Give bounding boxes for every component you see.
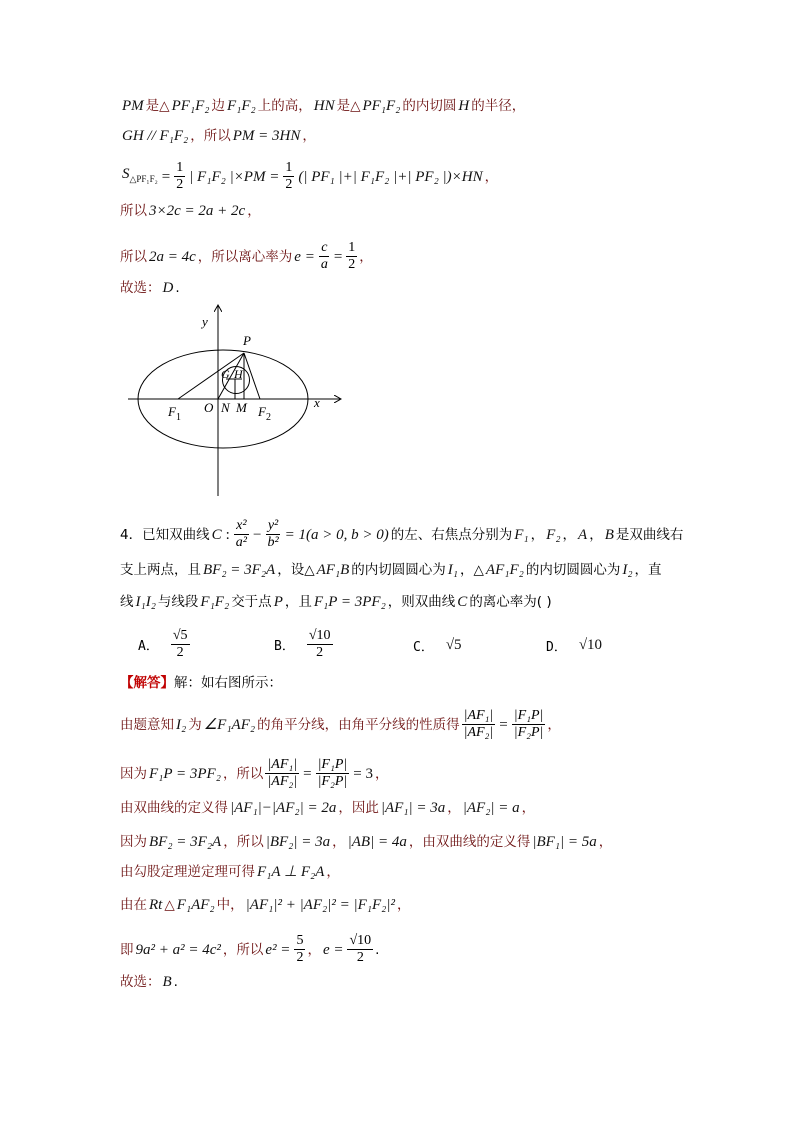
text: ，设△ bbox=[277, 562, 315, 578]
text: ， bbox=[359, 248, 373, 265]
text: 已知双曲线 bbox=[142, 526, 210, 543]
option-d[interactable]: D． √10 bbox=[546, 637, 603, 655]
text: 由在 bbox=[120, 897, 147, 913]
math: = 3 bbox=[353, 765, 373, 782]
math: |AF₁|² + |AF₂|² = |F₁F₂|² bbox=[245, 897, 395, 913]
answer-step-6 bbox=[120, 895, 410, 915]
text: 交于点 bbox=[231, 594, 272, 610]
fraction: $\frac{√10}{2}$ bbox=[308, 628, 331, 660]
ellipse-diagram bbox=[118, 300, 368, 500]
svg-text:G: G bbox=[221, 367, 230, 381]
svg-text:N: N bbox=[221, 400, 230, 415]
svg-text:O: O bbox=[204, 400, 214, 415]
sep: ， bbox=[589, 526, 603, 543]
math: F₁P = 3PF₂ bbox=[149, 765, 221, 782]
equals: = bbox=[161, 168, 171, 185]
fraction: $\frac{\text{|F₁P|}}{\text{|F₂P|}}$ bbox=[513, 708, 544, 740]
text: 的内切圆 bbox=[402, 98, 457, 114]
math: F₁AF₂ bbox=[176, 897, 215, 913]
text: ，因此 bbox=[338, 800, 379, 816]
text: ， bbox=[374, 765, 389, 782]
math-I1: I₁ bbox=[447, 562, 459, 578]
math: | F₁F₂ |×PM = bbox=[189, 168, 280, 185]
colon: : bbox=[225, 526, 230, 543]
option-c[interactable]: C． √5 bbox=[413, 637, 462, 655]
math-A: A bbox=[578, 526, 588, 543]
solution-line-5 bbox=[120, 240, 373, 273]
text: ，△ bbox=[460, 562, 484, 578]
math-triangle: PF₁F₂ bbox=[362, 98, 401, 114]
option-b[interactable]: B． $\frac{√10}{2}$ bbox=[274, 628, 331, 660]
text: 的内切圆圆心为 bbox=[525, 562, 621, 578]
text: 的角平分线，由角平分线的性质得 bbox=[257, 716, 460, 733]
ellipse-figure bbox=[118, 300, 368, 500]
text: 由题意知 bbox=[120, 716, 174, 733]
text: ， bbox=[396, 897, 411, 913]
text: 解：如右图所示： bbox=[174, 675, 282, 691]
text: . bbox=[375, 941, 380, 958]
text: . bbox=[175, 280, 180, 296]
text: 是双曲线右 bbox=[615, 526, 684, 543]
solution-line-4 bbox=[120, 201, 261, 221]
math-F2: F₂ bbox=[546, 526, 561, 543]
problem-number: 4． bbox=[120, 526, 143, 543]
math: 9a² + a² = 4c² bbox=[135, 941, 221, 958]
math-P: P bbox=[273, 594, 283, 610]
text: ， bbox=[547, 716, 561, 733]
text: ，所以 bbox=[222, 941, 264, 958]
math: I₁I₂ bbox=[135, 594, 156, 610]
text: ， bbox=[302, 128, 316, 144]
math: e² = bbox=[265, 941, 291, 958]
sep: ， bbox=[530, 526, 545, 543]
answer-final bbox=[120, 972, 178, 992]
problem-4-line-2 bbox=[120, 560, 662, 580]
math-PM: PM bbox=[122, 98, 144, 114]
equals: = bbox=[333, 248, 343, 265]
text: 上的高， bbox=[257, 98, 312, 114]
text: ，由双曲线的定义得 bbox=[408, 834, 531, 850]
text: 因为 bbox=[120, 834, 147, 850]
math: |AF₁|−|AF₂| = 2a bbox=[230, 800, 337, 816]
fraction: $\frac{√5}{2}$ bbox=[172, 628, 188, 660]
fraction-c-a: $\frac{c}{a}$ bbox=[320, 240, 328, 272]
answer-step-7 bbox=[120, 933, 379, 966]
text: ，所以 bbox=[190, 128, 231, 144]
math: |AF₂| = a bbox=[462, 800, 520, 816]
answer-label: 【解答】 bbox=[120, 675, 174, 691]
text: 所以 bbox=[120, 248, 147, 265]
text: 的左、右焦点分别为 bbox=[390, 526, 513, 543]
text: ，则双曲线 bbox=[387, 594, 456, 610]
math-vector-eq: F₁P = 3PF₂ bbox=[313, 594, 386, 610]
math-condition: = 1(a > 0, b > 0) bbox=[284, 526, 389, 543]
svg-text:F: F bbox=[168, 404, 176, 419]
fraction-half: $\frac{1}{2}$ bbox=[176, 160, 184, 192]
text: 故选： bbox=[120, 280, 161, 296]
answer-letter: D bbox=[162, 280, 174, 296]
text: 是△ bbox=[336, 98, 361, 114]
solution-line-1 bbox=[120, 96, 525, 116]
text: △ bbox=[164, 897, 175, 913]
equals: = bbox=[499, 716, 508, 733]
math: F₁F₂ bbox=[200, 594, 230, 610]
text: 由双曲线的定义得 bbox=[120, 800, 228, 816]
text: . bbox=[173, 974, 178, 990]
text: 的内切圆圆心为 bbox=[351, 562, 446, 578]
text: ， bbox=[447, 800, 461, 816]
math: (| PF₁ |+| F₁F₂ |+| PF₂ |)×HN bbox=[298, 168, 483, 185]
minus: − bbox=[252, 526, 262, 543]
math-I2: I₂ bbox=[622, 562, 633, 578]
svg-text:P: P bbox=[243, 333, 251, 348]
fraction: $\frac{\text{|AF₁|}}{\text{|AF₂|}}$ bbox=[267, 757, 298, 789]
text: ，直 bbox=[634, 562, 662, 578]
math: |BF₁| = 5a bbox=[532, 834, 597, 850]
math: 3×2c = 2a + 2c bbox=[149, 203, 246, 219]
sep: ， bbox=[562, 526, 577, 543]
answer-step-3 bbox=[120, 798, 535, 818]
answer-header bbox=[120, 673, 282, 693]
answer-letter: B bbox=[162, 974, 172, 990]
answer-step-2 bbox=[120, 757, 388, 790]
math-parallel: GH // F₁F₂ bbox=[122, 128, 189, 144]
svg-text:1: 1 bbox=[176, 412, 181, 423]
math: 2a = 4c bbox=[149, 248, 196, 265]
math-HN: HN bbox=[313, 98, 335, 114]
equals: = bbox=[303, 765, 312, 782]
svg-text:2: 2 bbox=[266, 412, 271, 423]
text: 支上两点，且 bbox=[120, 562, 201, 578]
text: 线 bbox=[120, 594, 134, 610]
math: BF₂ = 3F₂A bbox=[149, 834, 222, 850]
solution-line-6-answer bbox=[120, 278, 180, 298]
fraction-y2-b2: $\frac{\text{y²}}{\text{b²}}$ bbox=[267, 518, 279, 550]
math: ∠F₁AF₂ bbox=[203, 716, 256, 733]
problem-4-line-3 bbox=[120, 592, 552, 612]
math: Rt bbox=[149, 897, 163, 913]
fraction-x2-a2: $\frac{\text{x²}}{\text{a²}}$ bbox=[235, 518, 247, 550]
math-H: H bbox=[458, 98, 470, 114]
text: 由勾股定理逆定理可得 bbox=[120, 864, 255, 880]
math-triangle: PF₁F₂ bbox=[171, 98, 210, 114]
text: 与线段 bbox=[157, 594, 199, 610]
text: 的半径， bbox=[471, 98, 526, 114]
math-side: F₁F₂ bbox=[226, 98, 256, 114]
fraction-half: $\frac{1}{2}$ bbox=[285, 160, 293, 192]
fraction-half: $\frac{1}{2}$ bbox=[348, 240, 356, 272]
math: F₁A ⊥ F₂A bbox=[257, 864, 325, 880]
svg-text:M: M bbox=[236, 400, 247, 415]
svg-text:H: H bbox=[234, 367, 243, 381]
text: ， bbox=[484, 168, 499, 185]
text: ， bbox=[521, 800, 536, 816]
math: |AB| = 4a bbox=[347, 834, 407, 850]
text: 即 bbox=[120, 941, 134, 958]
text: 因为 bbox=[120, 765, 147, 782]
math: I₂ bbox=[176, 716, 187, 733]
math: AF₁B bbox=[316, 562, 350, 578]
text: ，所以 bbox=[223, 834, 264, 850]
option-a[interactable]: A． $\frac{√5}{2}$ bbox=[138, 628, 188, 660]
fraction: $\frac{5}{2}$ bbox=[296, 933, 304, 965]
answer-step-4 bbox=[120, 832, 612, 852]
text: ，所以 bbox=[222, 765, 264, 782]
svg-text:x: x bbox=[314, 395, 320, 410]
text: 的离心率为( ) bbox=[469, 594, 552, 610]
text: ，所以离心率为 bbox=[197, 248, 293, 265]
text: 是△ bbox=[145, 98, 170, 114]
solution-line-3-area bbox=[120, 160, 498, 193]
math-eq: PM = 3HN bbox=[232, 128, 301, 144]
solution-line-2 bbox=[120, 126, 316, 146]
text: 为 bbox=[188, 716, 202, 733]
text: ， bbox=[307, 941, 321, 958]
text: 故选： bbox=[120, 974, 161, 990]
svg-text:y: y bbox=[202, 314, 208, 329]
answer-options bbox=[138, 628, 698, 662]
text: 所以 bbox=[120, 203, 147, 219]
math-B: B bbox=[604, 526, 614, 543]
math-C: C bbox=[457, 594, 468, 610]
text: ， bbox=[247, 203, 261, 219]
text: 中， bbox=[216, 897, 244, 913]
fraction: $\frac{√10}{2}$ bbox=[349, 933, 372, 965]
math-F1: F₁ bbox=[514, 526, 529, 543]
text: ，且 bbox=[284, 594, 312, 610]
svg-text:F: F bbox=[258, 404, 266, 419]
math-C: C bbox=[211, 526, 222, 543]
fraction: $\frac{\text{|F₁P|}}{\text{|F₂P|}}$ bbox=[317, 757, 348, 789]
text: ， bbox=[326, 864, 340, 880]
math: AF₁F₂ bbox=[485, 562, 524, 578]
text: ， bbox=[332, 834, 346, 850]
text: ， bbox=[598, 834, 613, 850]
math-S: $S_{\triangle PF_1F_2}$ bbox=[122, 166, 158, 184]
text: 边 bbox=[211, 98, 225, 114]
answer-step-1 bbox=[120, 708, 561, 741]
math: |BF₂| = 3a bbox=[265, 834, 331, 850]
math: |AF₁| = 3a bbox=[380, 800, 446, 816]
math-vector-eq: BF₂ = 3F₂A bbox=[203, 562, 276, 578]
math: e = bbox=[322, 941, 344, 958]
answer-step-5 bbox=[120, 862, 340, 882]
fraction: $\frac{\text{|AF₁|}}{\text{|AF₂|}}$ bbox=[463, 708, 494, 740]
math: e = bbox=[294, 248, 315, 265]
problem-4-line-1 bbox=[120, 518, 683, 551]
